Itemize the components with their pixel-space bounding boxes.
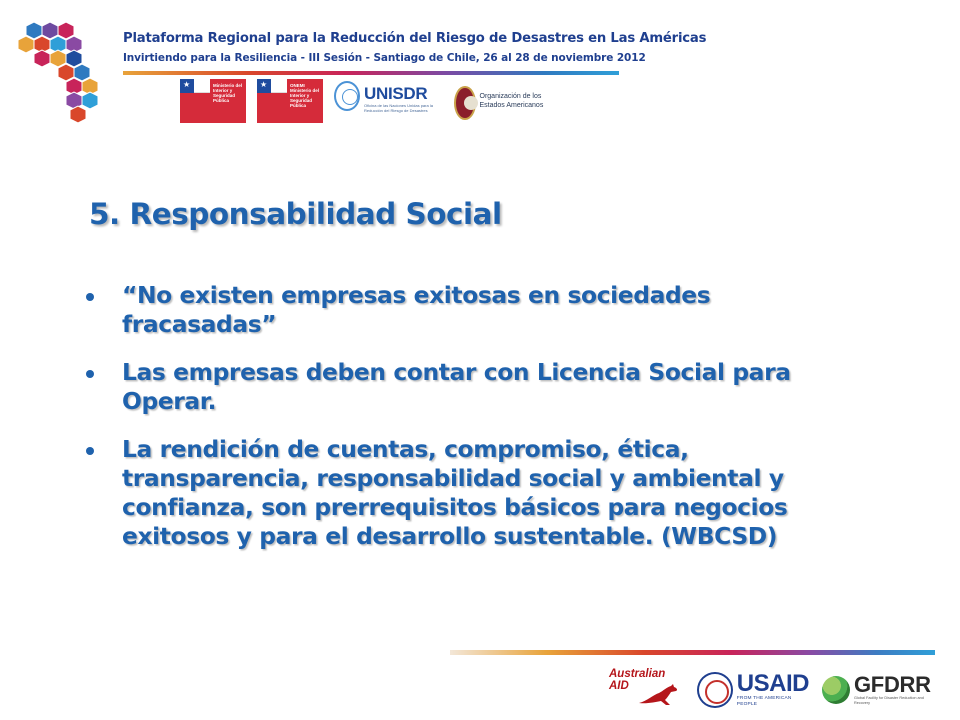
chile-flag-icon	[180, 79, 210, 123]
unisdr-tagline: Oficina de las Naciones Unidas para la Reducción del Riesgo de Desastres	[364, 103, 433, 113]
ausaid-logo	[609, 668, 689, 712]
oea-name: Organización de los Estados Americanos	[479, 93, 544, 109]
bullet-text: La rendición de cuentas, compromiso, ética, transparencia, responsabilidad social y ambiental y confianza, son prerrequisitos básicos para negocios exitosos y para el desarrollo sustentable. (WBCSD)	[122, 435, 788, 550]
bullet-list	[86, 281, 886, 570]
slide-title: 5. Responsabilidad Social	[89, 197, 502, 231]
gfdrr-tagline: Global Facility for Disaster Reduction and Recovery	[854, 696, 924, 705]
bullet-item	[86, 281, 886, 339]
ministerio-interior-logo	[180, 79, 246, 123]
onemi-logo	[257, 79, 323, 123]
un-emblem-icon	[334, 81, 360, 111]
oea-logo	[454, 79, 554, 123]
bullet-dot-icon	[86, 293, 94, 301]
onemi-text: ONEMI Ministerio del Interior y Seguridad Pública	[287, 79, 323, 123]
gfdrr-logo	[822, 668, 938, 712]
event-title: Plataforma Regional para la Reducción del Riesgo de Desastres en Las Américas	[123, 31, 707, 46]
oas-seal-icon	[454, 86, 476, 120]
footer-divider	[450, 650, 935, 655]
unisdr-name: UNISDR	[364, 84, 428, 103]
americas-map-logo-icon	[14, 18, 114, 130]
ausaid-name: Australian AID	[609, 668, 666, 692]
bullet-text: Las empresas deben contar con Licencia Social para Operar.	[122, 358, 791, 415]
gfdrr-name: GFDRR	[854, 672, 931, 697]
bullet-text: “No existen empresas exitosas en sociedades fracasadas”	[122, 281, 711, 338]
usaid-logo	[697, 668, 813, 712]
bullet-dot-icon	[86, 447, 94, 455]
bullet-item	[86, 435, 886, 551]
bullet-dot-icon	[86, 370, 94, 378]
unisdr-logo	[334, 79, 449, 123]
chile-flag-icon	[257, 79, 287, 123]
ministerio-interior-text: Ministerio del Interior y Seguridad Pública	[210, 79, 246, 123]
usaid-seal-icon	[697, 672, 733, 708]
header-divider	[123, 71, 619, 75]
bullet-item	[86, 358, 886, 416]
usaid-name: USAID	[736, 670, 809, 697]
gfdrr-globe-icon	[822, 676, 850, 704]
usaid-tagline: FROM THE AMERICAN PEOPLE	[736, 696, 792, 707]
event-subtitle: Invirtiendo para la Resiliencia - III Sesión - Santiago de Chile, 26 al 28 de noviembre 2012	[123, 52, 646, 64]
kangaroo-icon	[637, 683, 681, 707]
